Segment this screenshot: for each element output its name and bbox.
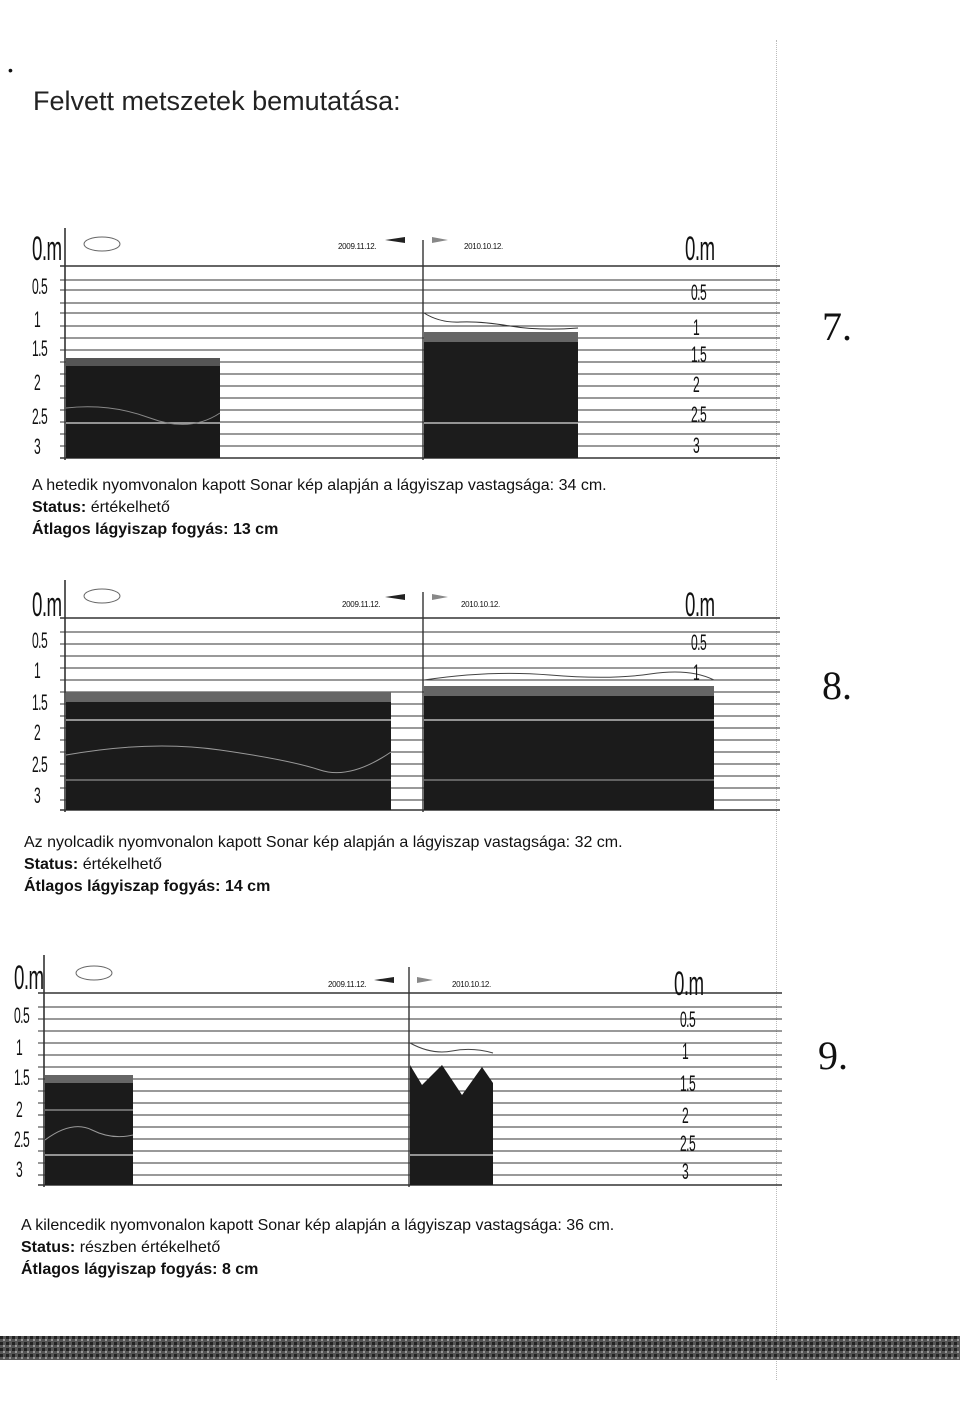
depth-label: 3 bbox=[34, 783, 41, 808]
depth-label: 0.5 bbox=[691, 630, 707, 655]
depth-label: 1.5 bbox=[14, 1065, 30, 1090]
depth-scale-right-8 bbox=[683, 580, 723, 810]
loss-text: Átlagos lágyiszap fogyás: 13 cm bbox=[32, 521, 279, 538]
section-number: 9. bbox=[818, 1033, 848, 1078]
date-right: 2010.10.12. bbox=[464, 242, 503, 251]
loss-text: Átlagos lágyiszap fogyás: 14 cm bbox=[24, 878, 271, 895]
depth-label: 2 bbox=[682, 1103, 689, 1128]
depth-label: 2 bbox=[34, 370, 41, 395]
depth-scale-right-9 bbox=[672, 955, 712, 1185]
depth-label: 1.5 bbox=[691, 342, 707, 367]
section-number: 8. bbox=[822, 663, 852, 708]
depth-label: 1.5 bbox=[32, 690, 48, 715]
depth-label: 0.5 bbox=[14, 1003, 30, 1028]
depth-label: 3 bbox=[693, 433, 700, 458]
depth-label: 0.5 bbox=[32, 274, 48, 299]
date-left: 2009.11.12. bbox=[328, 980, 367, 989]
bullet-mark: • bbox=[8, 62, 13, 78]
caption-text: A kilencedik nyomvonalon kapott Sonar kép alapján a lágyiszap vastagsága: 36 cm. bbox=[21, 1217, 615, 1234]
caption-text: Az nyolcadik nyomvonalon kapott Sonar kép alapján a lágyiszap vastagsága: 32 cm. bbox=[24, 834, 623, 851]
date-left: 2009.11.12. bbox=[338, 242, 377, 251]
page-title: Felvett metszetek bemutatása: bbox=[33, 86, 401, 116]
depth-label: 1.5 bbox=[680, 1071, 696, 1096]
caption-9 bbox=[21, 1215, 614, 1281]
depth-label: 3 bbox=[16, 1157, 23, 1182]
depth-label: 1 bbox=[693, 315, 700, 340]
depth-label: 0.5 bbox=[691, 280, 707, 305]
sonar-image-9 bbox=[12, 955, 782, 1190]
sonar-image-7 bbox=[30, 228, 780, 463]
depth-label: 2.5 bbox=[32, 752, 48, 777]
caption-text: A hetedik nyomvonalon kapott Sonar kép alapján a lágyiszap vastagsága: 34 cm. bbox=[32, 477, 607, 494]
depth-label: 0.m bbox=[32, 586, 62, 624]
depth-label: 0.m bbox=[14, 959, 44, 997]
caption-7 bbox=[32, 475, 607, 541]
status-label: Status: bbox=[24, 856, 79, 873]
depth-label: 0.m bbox=[685, 586, 715, 624]
depth-scale-left-8 bbox=[30, 580, 70, 810]
depth-scale-left-9 bbox=[12, 955, 52, 1185]
status-value: értékelhető bbox=[82, 856, 162, 873]
depth-label: 1 bbox=[34, 307, 41, 332]
loss-text: Átlagos lágyiszap fogyás: 8 cm bbox=[21, 1261, 259, 1278]
depth-label: 2.5 bbox=[32, 404, 48, 429]
depth-label: 2.5 bbox=[691, 402, 707, 427]
status-label: Status: bbox=[32, 499, 87, 516]
date-right: 2010.10.12. bbox=[461, 600, 500, 609]
depth-label: 1.5 bbox=[32, 336, 48, 361]
depth-label: 1 bbox=[34, 658, 41, 683]
section-number: 7. bbox=[822, 304, 852, 349]
depth-label: 0.5 bbox=[680, 1007, 696, 1032]
depth-label: 3 bbox=[34, 434, 41, 459]
status-value: értékelhető bbox=[90, 499, 170, 516]
status-label: Status: bbox=[21, 1239, 76, 1256]
depth-label: 0.5 bbox=[32, 628, 48, 653]
depth-label: 0.m bbox=[32, 230, 62, 268]
depth-label: 1 bbox=[693, 660, 700, 685]
depth-label: 2.5 bbox=[14, 1127, 30, 1152]
depth-label: 2.5 bbox=[680, 1131, 696, 1156]
depth-label: 1 bbox=[16, 1035, 23, 1060]
date-left: 2009.11.12. bbox=[342, 600, 381, 609]
depth-label: 0.m bbox=[674, 965, 704, 1003]
sonar-image-8 bbox=[30, 580, 780, 815]
depth-label: 2 bbox=[693, 372, 700, 397]
depth-label: 1 bbox=[682, 1039, 689, 1064]
depth-label: 2 bbox=[34, 720, 41, 745]
depth-label: 0.m bbox=[685, 230, 715, 268]
caption-8 bbox=[24, 832, 623, 898]
depth-scale-left-7 bbox=[30, 228, 70, 458]
scan-noise-band bbox=[0, 1336, 960, 1360]
date-right: 2010.10.12. bbox=[452, 980, 491, 989]
depth-label: 2 bbox=[16, 1097, 23, 1122]
depth-label: 3 bbox=[682, 1159, 689, 1184]
depth-scale-right-7 bbox=[683, 228, 723, 458]
status-value: részben értékelhető bbox=[79, 1239, 221, 1256]
